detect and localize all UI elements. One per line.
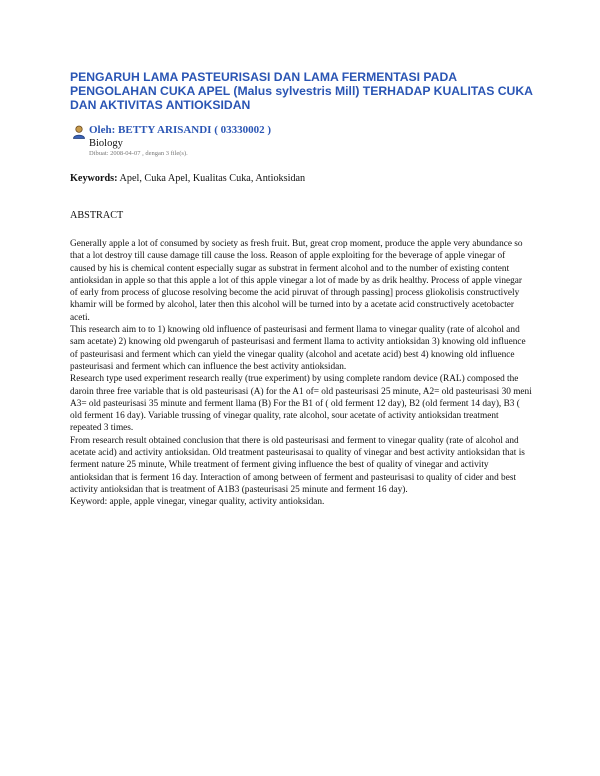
abstract-paragraph: This research aim to to 1) knowing old influence of pasteurisasi and ferment llama to vinegar quality (rate of alcohol and sam acetate) 2) knowing old pwengaruh of pasteurisasi and ferment llama to activity antioksidan 3) knowing old influence of pasteurisasi and ferment which can yield the vinegar quality (alcohol and acetate acid) best 4) knowing old influence pasteurisasi and ferment which can influence the best activity antioksidan.: [70, 325, 526, 372]
document-meta: Dibuat: 2008-04-07 , dengan 3 file(s).: [89, 150, 188, 157]
author-department: Biology: [89, 138, 123, 149]
keywords-label: Keywords:: [70, 173, 118, 184]
abstract-paragraph: Keyword: apple, apple vinegar, vinegar quality, activity antioksidan.: [70, 497, 325, 508]
document-title: PENGARUH LAMA PASTEURISASI DAN LAMA FERMENTASI PADA PENGOLAHAN CUKA APEL (Malus sylvestris Mill) TERHADAP KUALITAS CUKA DAN AKTIVITAS ANTIOKSIDAN: [70, 70, 533, 113]
abstract-heading: ABSTRACT: [70, 210, 124, 221]
user-icon: [72, 125, 86, 139]
abstract-paragraph: Research type used experiment research really (true experiment) by using complete random device (RAL) composed the daroin three free variable that is old pasteurisasi (A) for the A1 of= old pasteurisasi 25 minute, A2= old pasteurisasi 30 meni A3= old pasteurisasi 35 minute and ferment llama (B) For the B1 of ( old ferment 12 day), B2 (old ferment 14 day), B3 ( old ferment 16 day). Variable trussing of vinegar quality, rate alcohol, sour acetate of activity antioksidan treatment repeated 3 times.: [70, 374, 532, 434]
abstract-paragraph: From research result obtained conclusion that there is old pasteurisasi and ferment to vinegar quality (rate of alcohol and acetate acid) and activity antioksidan. Old treatment pasteurisasai to quality of vinegar and best activity antioksidan that is ferment nature 25 minute, While treatment of ferment giving influence the best of quality of vinegar and activity antioksidan that is ferment 16 day. Interaction of among between of ferment and pasteurisasi to quality of cider and best activity antioksidan that is treatment of A1B3 (pasteurisasi 25 minute and ferment 16 day).: [70, 435, 525, 495]
keywords-value: Apel, Cuka Apel, Kualitas Cuka, Antioksidan: [119, 173, 306, 184]
abstract-paragraph: Generally apple a lot of consumed by society as fresh fruit. But, great crop moment, produce the apple very abundance so that a lot destroy till cause damage till cause the loss. Reason of apple exploiting for the beverage of apple vinegar of caused by his is chemical content especially sugar as substrat in ferment alcohol and to the number of existing content antioksidan in apple so that this apple a lot of this apple vinegar a lot of made by as drik healthy. Process of apple vinegar of early from process of glucose resolving become the acid piruvat of through passing] process gliokolisis constructively khamir will be formed by alcohol, later then this alcohol will be turned into by a acetate acid constructively acetobacter aceti.: [70, 239, 523, 323]
author-line: Oleh: BETTY ARISANDI ( 03330002 ): [89, 124, 272, 136]
keywords-line: [70, 173, 305, 184]
abstract-body: [70, 238, 532, 509]
